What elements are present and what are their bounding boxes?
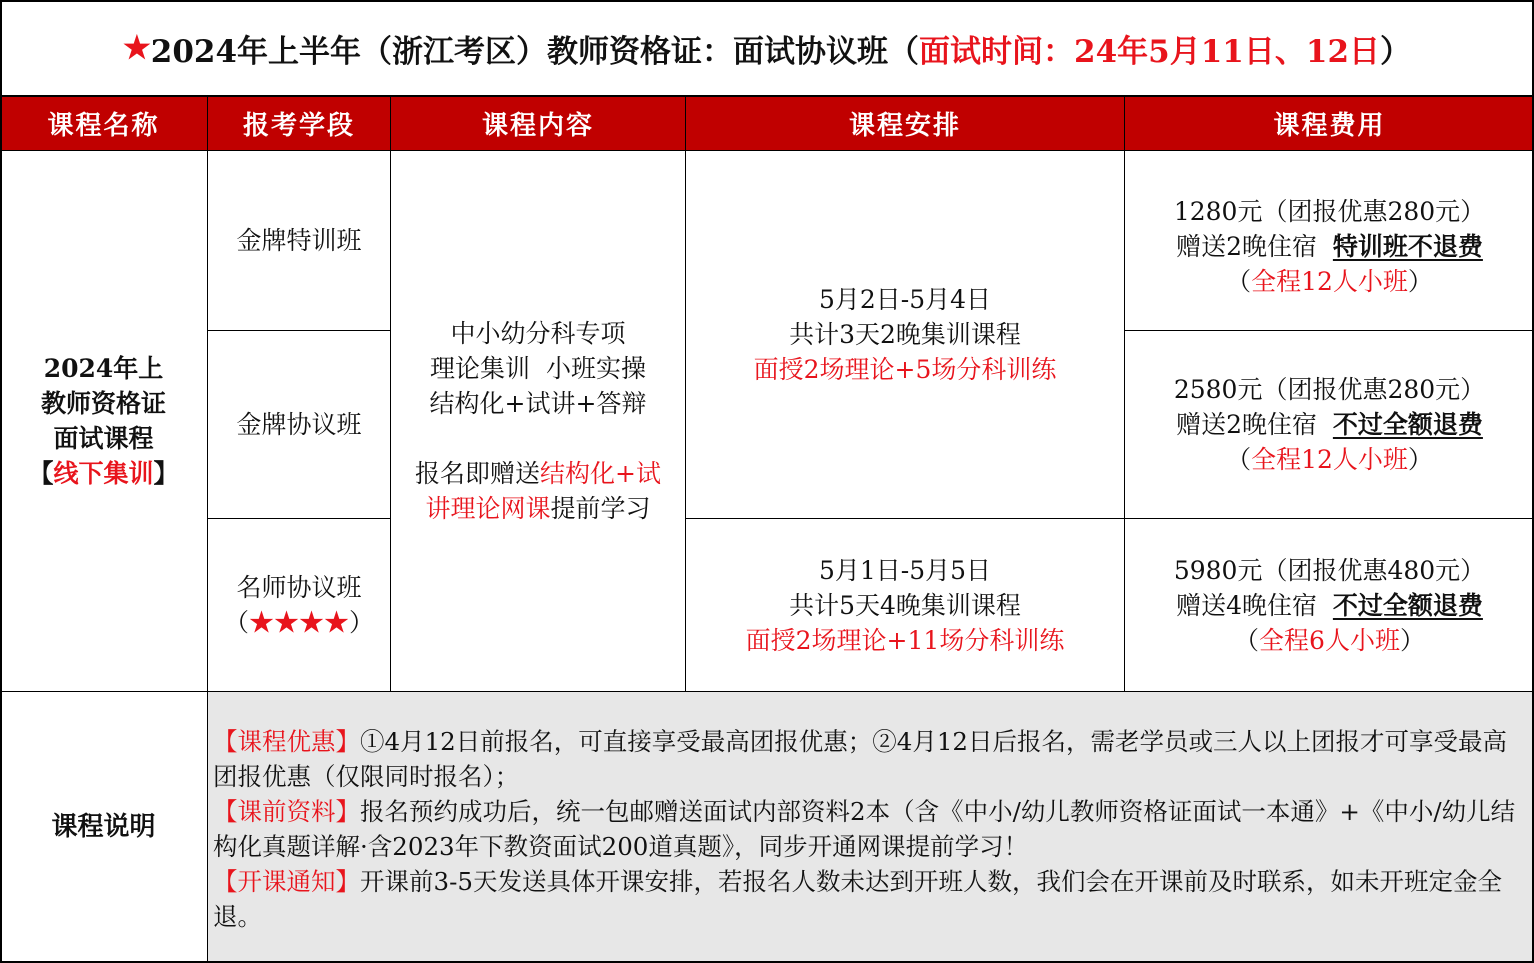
schedule-cell-1: 5月2日-5月4日 共计3天2晚集训课程 面授2场理论+5场分科训练 bbox=[753, 285, 1057, 384]
note-materials: 【课前资料】报名预约成功后，统一包邮赠送面试内部资料2本（含《中小/幼儿教师资格证面试一本通》+《中小/幼儿结构化真题详解·含2023年下教资面试200道真题》，同步开通网课提前学习！ bbox=[213, 797, 1516, 861]
grid-line bbox=[0, 691, 1534, 692]
header-exam-level: 报考学段 bbox=[242, 111, 355, 141]
title-main: 2024年上半年（浙江考区）教师资格证：面试协议班（ bbox=[150, 33, 920, 70]
grid-line bbox=[208, 330, 390, 331]
refund-policy: 不过全额退费 bbox=[1332, 410, 1483, 439]
grid-line bbox=[0, 95, 1534, 97]
course-tag: 【线下集训】 bbox=[28, 459, 179, 488]
grid-line bbox=[207, 97, 208, 963]
grid-line bbox=[686, 518, 1534, 519]
refund-policy: 特训班不退费 bbox=[1332, 231, 1483, 261]
refund-policy: 不过全额退费 bbox=[1332, 590, 1483, 620]
class-name-gold-agreement: 金牌协议班 bbox=[236, 410, 362, 439]
fee-cell-1: 1280元（团报优惠280元） 赠送2晚住宿 特训班不退费 （全程12人小班） bbox=[1173, 196, 1486, 296]
grid-line bbox=[0, 0, 1534, 2]
note-class-start: 【开课通知】开课前3-5天发送具体开课安排，若报名人数未达到开班人数，我们会在开课前及时联系，如未开班定金全退。 bbox=[213, 867, 1502, 931]
course-name-cell bbox=[0, 151, 207, 691]
header-course-content: 课程内容 bbox=[481, 111, 594, 141]
star-icon: ★ bbox=[122, 30, 151, 66]
fee-cell-3: 5980元（团报优惠480元） 赠送4晚住宿 不过全额退费 （全程6人小班） bbox=[1173, 555, 1486, 655]
header-schedule: 课程安排 bbox=[848, 111, 961, 141]
header-fee: 课程费用 bbox=[1273, 111, 1386, 141]
grid-line bbox=[0, 0, 2, 963]
grid-line bbox=[0, 150, 1534, 151]
gift-line: 讲理论网课提前学习 bbox=[425, 494, 651, 523]
header-course-name: 课程名称 bbox=[47, 111, 160, 141]
page-title bbox=[0, 0, 1534, 96]
rating: （★★★★） bbox=[223, 608, 375, 637]
notes-label: 课程说明 bbox=[51, 812, 156, 842]
class-name-gold-special: 金牌特训班 bbox=[236, 226, 362, 255]
rating-stars-icon: ★★★★ bbox=[248, 608, 349, 637]
grid-line bbox=[685, 97, 686, 692]
grid-line bbox=[390, 97, 391, 692]
gift-line: 报名即赠送结构化+试 bbox=[415, 459, 661, 488]
course-name-line: 2024年上 bbox=[43, 354, 164, 383]
grid-line bbox=[208, 518, 390, 519]
note-discount: 【课程优惠】①4月12日前报名，可直接享受最高团报优惠；②4月12日后报名，需老学员或三人以上团报才可享受最高团报优惠（仅限同时报名）； bbox=[213, 727, 1508, 791]
class-name-famous-teacher: 名师协议班 （★★★★） bbox=[208, 519, 390, 691]
title-close: ） bbox=[1380, 33, 1412, 70]
title-interview-time: 面试时间：24年5月11日、12日 bbox=[919, 33, 1381, 70]
course-content-cell: 中小幼分科专项 理论集训 小班实操 结构化+试讲+答辩 报名即赠送结构化+试 讲理论网课提前学习 bbox=[391, 151, 685, 691]
grid-line bbox=[1125, 330, 1534, 331]
course-name-line: 教师资格证 bbox=[40, 389, 166, 418]
course-name-line: 面试课程 bbox=[53, 424, 154, 453]
schedule-cell-2: 5月1日-5月5日 共计5天4晚集训课程 面授2场理论+11场分科训练 bbox=[745, 555, 1065, 655]
notes-text bbox=[213, 724, 1529, 934]
fee-cell-2: 2580元（团报优惠280元） 赠送2晚住宿 不过全额退费 （全程12人小班） bbox=[1173, 375, 1486, 474]
grid-line bbox=[1124, 97, 1125, 692]
